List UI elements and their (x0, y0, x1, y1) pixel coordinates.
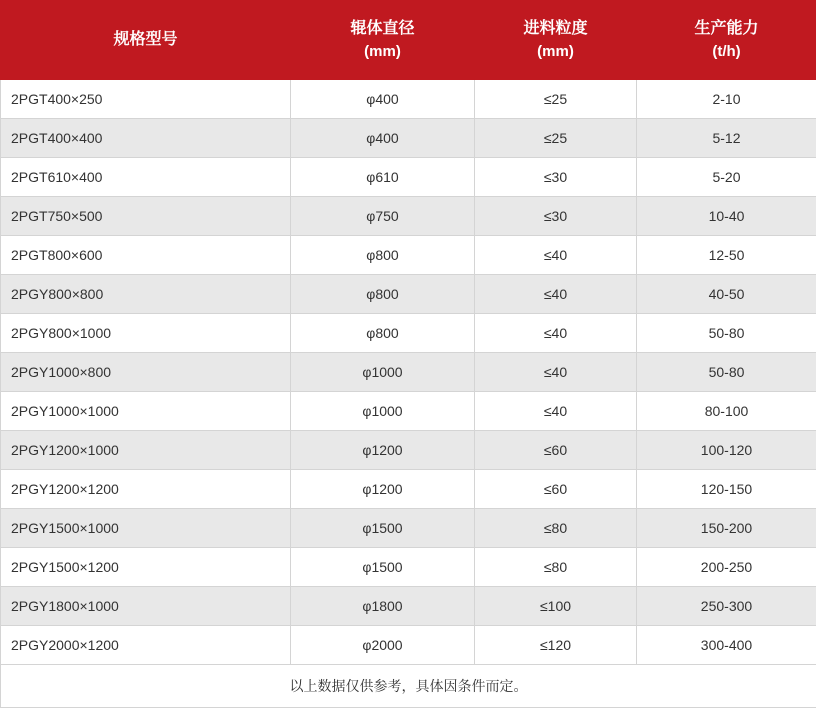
column-header-model (1, 1, 291, 80)
cell-feed: ≤25 (475, 119, 637, 158)
cell-model: 2PGY1800×1000 (1, 587, 291, 626)
cell-feed: ≤80 (475, 509, 637, 548)
column-header-roller-diameter-unit: (mm) (295, 41, 470, 64)
table-row (1, 236, 816, 275)
cell-capacity: 150-200 (637, 509, 816, 548)
cell-model: 2PGT610×400 (1, 158, 291, 197)
cell-diameter: φ800 (291, 275, 475, 314)
cell-model: 2PGY1200×1200 (1, 470, 291, 509)
cell-model: 2PGY2000×1200 (1, 626, 291, 665)
cell-model: 2PGY1000×1000 (1, 392, 291, 431)
table-row (1, 509, 816, 548)
column-header-roller-diameter-title: 辊体直径 (350, 20, 414, 37)
cell-feed: ≤30 (475, 197, 637, 236)
cell-model: 2PGT400×250 (1, 80, 291, 119)
table-footnote-row (1, 665, 816, 708)
cell-model: 2PGY1000×800 (1, 353, 291, 392)
cell-diameter: φ750 (291, 197, 475, 236)
cell-diameter: φ800 (291, 314, 475, 353)
table-footer (1, 665, 816, 708)
cell-capacity: 5-12 (637, 119, 816, 158)
table-row (1, 548, 816, 587)
table-row (1, 197, 816, 236)
cell-feed: ≤60 (475, 470, 637, 509)
cell-capacity: 2-10 (637, 80, 816, 119)
table-row (1, 470, 816, 509)
cell-model: 2PGY1500×1000 (1, 509, 291, 548)
cell-diameter: φ1500 (291, 548, 475, 587)
table-footnote: 以上数据仅供参考，具体因条件而定。 (1, 665, 816, 708)
cell-model: 2PGY800×800 (1, 275, 291, 314)
table-row (1, 392, 816, 431)
cell-feed: ≤30 (475, 158, 637, 197)
table-row (1, 626, 816, 665)
cell-capacity: 40-50 (637, 275, 816, 314)
table-header-row (1, 1, 816, 80)
cell-diameter: φ400 (291, 80, 475, 119)
cell-feed: ≤40 (475, 353, 637, 392)
column-header-model-title: 规格型号 (113, 31, 177, 48)
cell-diameter: φ1500 (291, 509, 475, 548)
cell-capacity: 250-300 (637, 587, 816, 626)
table-row (1, 431, 816, 470)
cell-diameter: φ610 (291, 158, 475, 197)
table-body (1, 80, 816, 665)
column-header-feed-size (475, 1, 637, 80)
cell-diameter: φ1000 (291, 353, 475, 392)
cell-model: 2PGY800×1000 (1, 314, 291, 353)
cell-feed: ≤40 (475, 392, 637, 431)
table-row (1, 80, 816, 119)
column-header-capacity-title: 生产能力 (694, 20, 758, 37)
cell-capacity: 12-50 (637, 236, 816, 275)
column-header-roller-diameter (291, 1, 475, 80)
cell-feed: ≤40 (475, 314, 637, 353)
table-header (1, 1, 816, 80)
cell-capacity: 200-250 (637, 548, 816, 587)
column-header-capacity (637, 1, 816, 80)
cell-capacity: 100-120 (637, 431, 816, 470)
table-row (1, 119, 816, 158)
table-row (1, 353, 816, 392)
cell-diameter: φ400 (291, 119, 475, 158)
cell-capacity: 10-40 (637, 197, 816, 236)
cell-model: 2PGT800×600 (1, 236, 291, 275)
cell-feed: ≤40 (475, 236, 637, 275)
column-header-feed-size-title: 进料粒度 (523, 20, 587, 37)
column-header-feed-size-unit: (mm) (479, 41, 632, 64)
cell-diameter: φ1800 (291, 587, 475, 626)
cell-model: 2PGT750×500 (1, 197, 291, 236)
cell-feed: ≤100 (475, 587, 637, 626)
cell-diameter: φ2000 (291, 626, 475, 665)
cell-capacity: 300-400 (637, 626, 816, 665)
cell-diameter: φ1200 (291, 470, 475, 509)
cell-capacity: 50-80 (637, 353, 816, 392)
table-row (1, 158, 816, 197)
cell-diameter: φ800 (291, 236, 475, 275)
cell-model: 2PGY1500×1200 (1, 548, 291, 587)
cell-capacity: 5-20 (637, 158, 816, 197)
cell-model: 2PGY1200×1000 (1, 431, 291, 470)
table-row (1, 275, 816, 314)
cell-capacity: 80-100 (637, 392, 816, 431)
cell-feed: ≤80 (475, 548, 637, 587)
cell-capacity: 50-80 (637, 314, 816, 353)
cell-feed: ≤40 (475, 275, 637, 314)
cell-feed: ≤25 (475, 80, 637, 119)
cell-diameter: φ1200 (291, 431, 475, 470)
cell-feed: ≤60 (475, 431, 637, 470)
cell-capacity: 120-150 (637, 470, 816, 509)
table-row (1, 314, 816, 353)
cell-model: 2PGT400×400 (1, 119, 291, 158)
table-row (1, 587, 816, 626)
cell-diameter: φ1000 (291, 392, 475, 431)
column-header-capacity-unit: (t/h) (641, 41, 812, 64)
cell-feed: ≤120 (475, 626, 637, 665)
